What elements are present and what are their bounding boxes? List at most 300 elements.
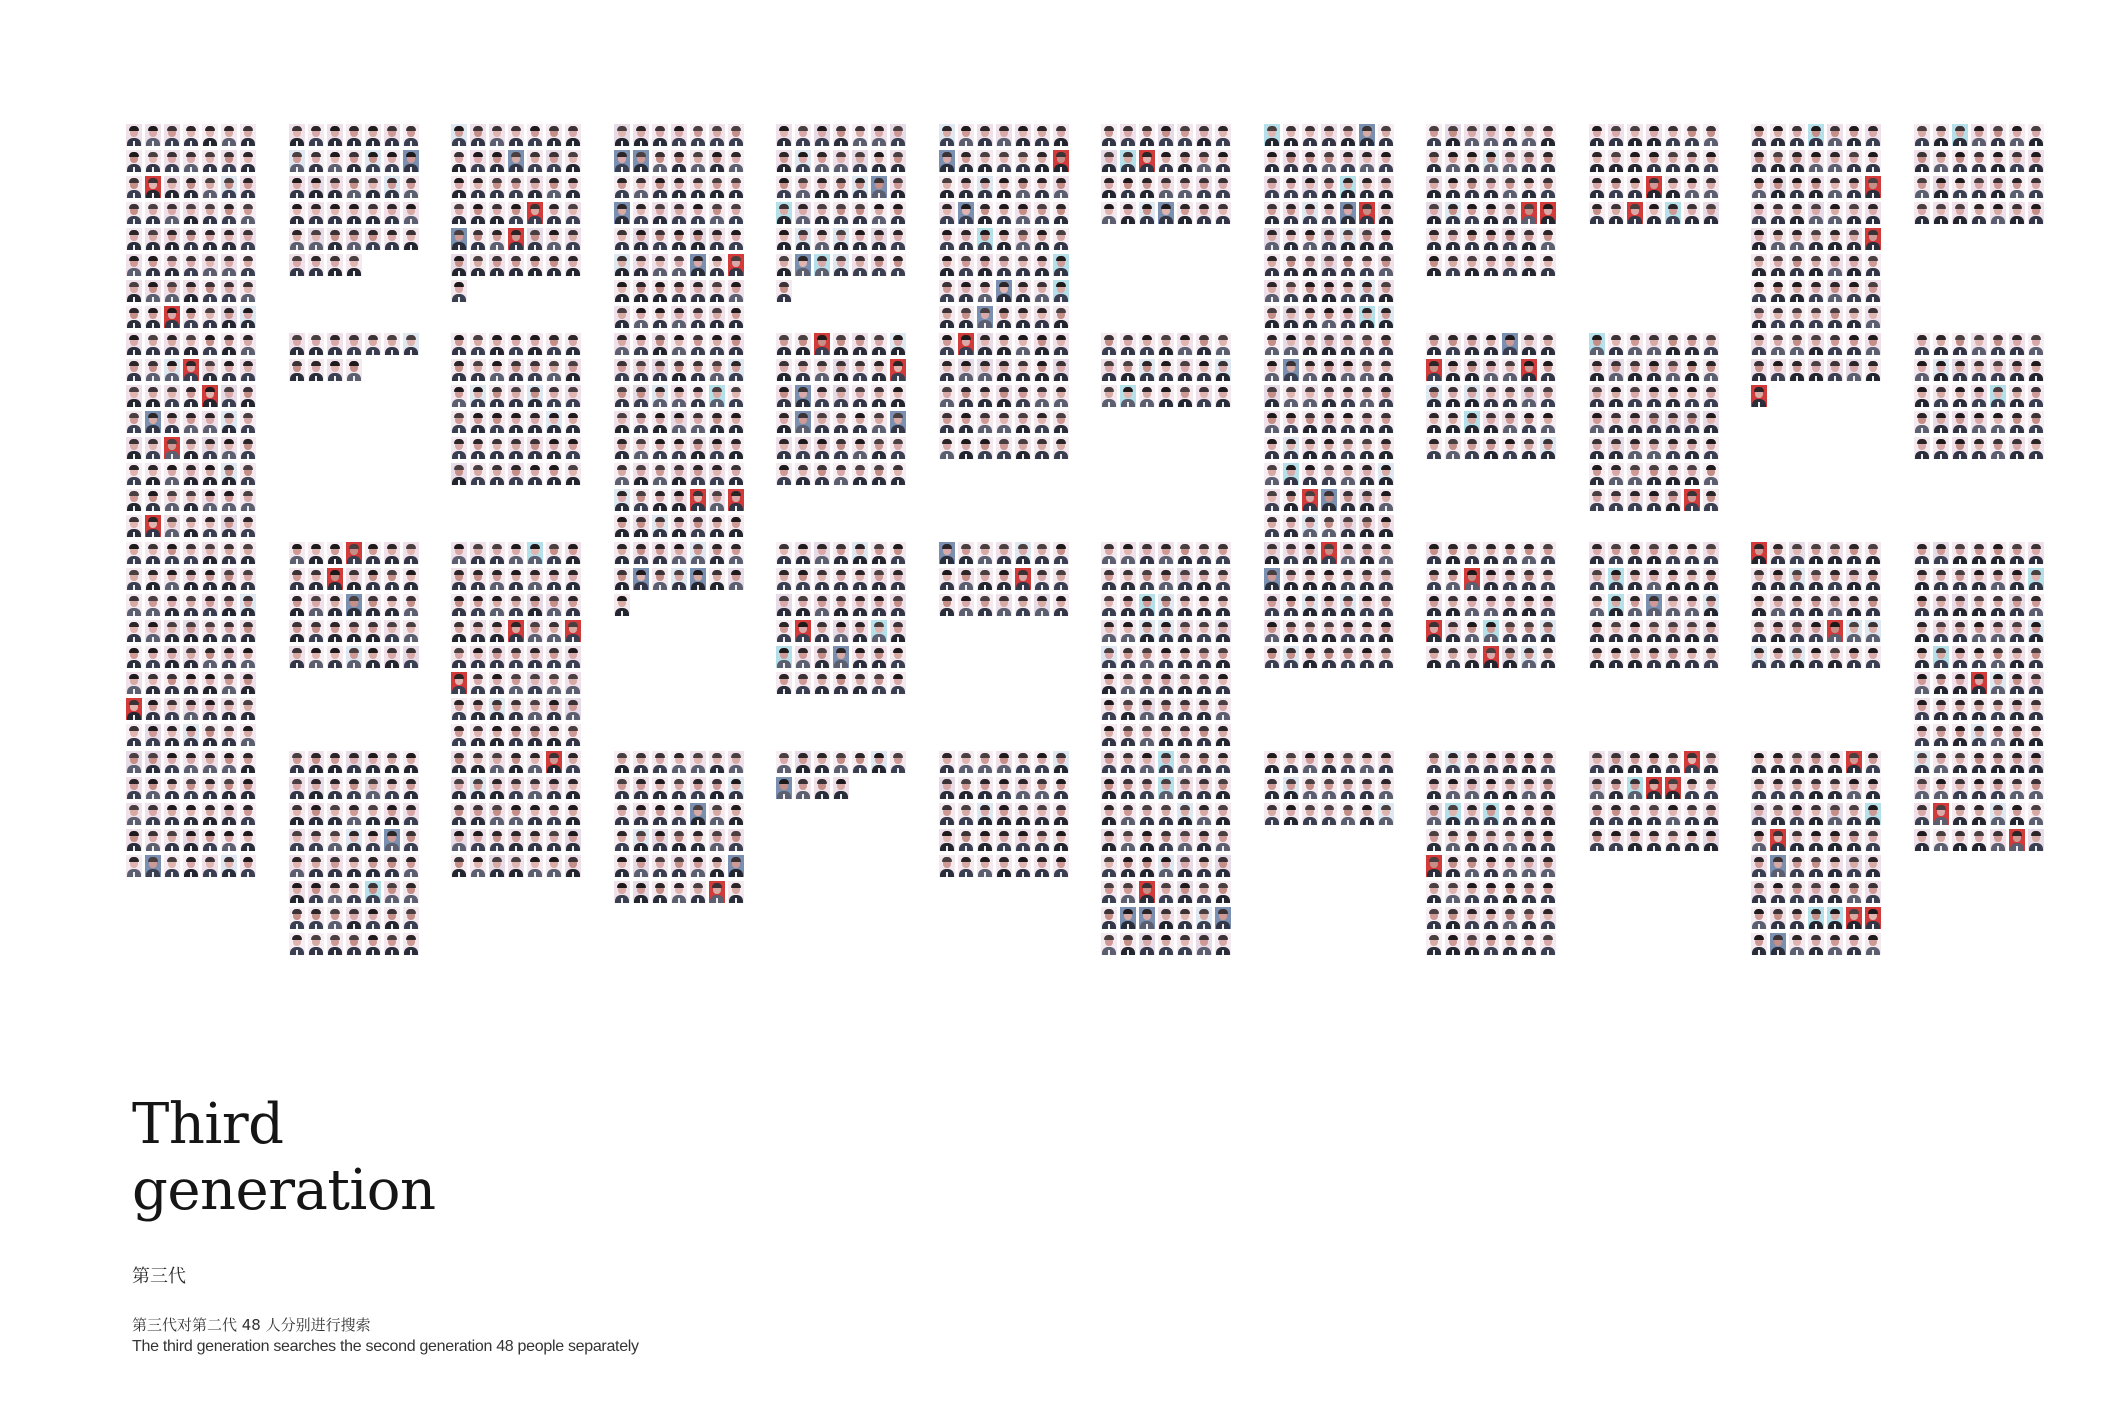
portrait-thumbnail xyxy=(2009,777,2025,799)
portrait-thumbnail xyxy=(1302,568,1318,590)
portrait-thumbnail xyxy=(890,620,906,642)
portrait-thumbnail xyxy=(1283,568,1299,590)
portrait-thumbnail xyxy=(1034,829,1050,851)
portrait-thumbnail xyxy=(183,594,199,616)
portrait-thumbnail xyxy=(202,751,218,773)
portrait-thumbnail xyxy=(1865,881,1881,903)
portrait-thumbnail xyxy=(939,751,955,773)
portrait-thumbnail xyxy=(2028,411,2044,433)
portrait-thumbnail xyxy=(1120,568,1136,590)
portrait-thumbnail xyxy=(1846,202,1862,224)
portrait-thumbnail xyxy=(240,202,256,224)
portrait-thumbnail xyxy=(814,228,830,250)
portrait-thumbnail xyxy=(308,228,324,250)
portrait-thumbnail xyxy=(126,124,142,146)
portrait-thumbnail xyxy=(145,176,161,198)
portrait-thumbnail xyxy=(240,751,256,773)
portrait-thumbnail xyxy=(939,855,955,877)
portrait-thumbnail xyxy=(565,672,581,694)
portrait-thumbnail xyxy=(1464,881,1480,903)
portrait-thumbnail xyxy=(1158,907,1174,929)
portrait-thumbnail xyxy=(1034,594,1050,616)
portrait-thumbnail xyxy=(1789,333,1805,355)
portrait-thumbnail xyxy=(1971,698,1987,720)
portrait-thumbnail xyxy=(1789,803,1805,825)
portrait-thumbnail xyxy=(183,489,199,511)
portrait-thumbnail xyxy=(240,829,256,851)
portrait-thumbnail xyxy=(890,594,906,616)
portrait-thumbnail xyxy=(1827,280,1843,302)
portrait-thumbnail xyxy=(1101,829,1117,851)
portrait-thumbnail xyxy=(1139,542,1155,564)
portrait-thumbnail xyxy=(365,124,381,146)
portrait-thumbnail xyxy=(1914,698,1930,720)
portrait-thumbnail xyxy=(308,254,324,276)
portrait-thumbnail xyxy=(1865,646,1881,668)
portrait-thumbnail xyxy=(527,333,543,355)
face-group-7 xyxy=(1101,124,1235,228)
portrait-thumbnail xyxy=(814,359,830,381)
portrait-thumbnail xyxy=(1608,542,1624,564)
portrait-thumbnail xyxy=(1215,176,1231,198)
title-line-1: Third xyxy=(132,1092,284,1157)
portrait-thumbnail xyxy=(1665,751,1681,773)
portrait-thumbnail xyxy=(1426,568,1442,590)
portrait-thumbnail xyxy=(240,124,256,146)
portrait-thumbnail xyxy=(2009,359,2025,381)
portrait-thumbnail xyxy=(1101,359,1117,381)
portrait-thumbnail xyxy=(1684,359,1700,381)
portrait-thumbnail xyxy=(451,698,467,720)
portrait-thumbnail xyxy=(1770,333,1786,355)
portrait-thumbnail xyxy=(221,228,237,250)
portrait-thumbnail xyxy=(1846,646,1862,668)
portrait-thumbnail xyxy=(1665,594,1681,616)
portrait-thumbnail xyxy=(709,881,725,903)
portrait-thumbnail xyxy=(1684,568,1700,590)
portrait-thumbnail xyxy=(1015,359,1031,381)
portrait-thumbnail xyxy=(164,620,180,642)
portrait-thumbnail xyxy=(346,542,362,564)
portrait-thumbnail xyxy=(1540,150,1556,172)
portrait-thumbnail xyxy=(202,280,218,302)
portrait-thumbnail xyxy=(1196,202,1212,224)
portrait-thumbnail xyxy=(1589,359,1605,381)
portrait-thumbnail xyxy=(1808,777,1824,799)
portrait-thumbnail xyxy=(1521,881,1537,903)
portrait-thumbnail xyxy=(1053,359,1069,381)
portrait-thumbnail xyxy=(1378,646,1394,668)
portrait-thumbnail xyxy=(671,568,687,590)
portrait-thumbnail xyxy=(1914,359,1930,381)
portrait-thumbnail xyxy=(308,620,324,642)
portrait-thumbnail xyxy=(240,385,256,407)
portrait-thumbnail xyxy=(1751,594,1767,616)
portrait-thumbnail xyxy=(565,646,581,668)
portrait-thumbnail xyxy=(709,176,725,198)
portrait-thumbnail xyxy=(1445,202,1461,224)
portrait-thumbnail xyxy=(614,280,630,302)
portrait-thumbnail xyxy=(1502,777,1518,799)
portrait-thumbnail xyxy=(1846,568,1862,590)
portrait-thumbnail xyxy=(546,411,562,433)
portrait-thumbnail xyxy=(1808,907,1824,929)
face-group-36 xyxy=(1914,542,2048,750)
portrait-thumbnail xyxy=(728,202,744,224)
portrait-thumbnail xyxy=(890,542,906,564)
portrait-thumbnail xyxy=(1445,881,1461,903)
portrait-thumbnail xyxy=(1101,594,1117,616)
portrait-thumbnail xyxy=(728,542,744,564)
portrait-thumbnail xyxy=(2028,437,2044,459)
portrait-thumbnail xyxy=(1426,150,1442,172)
portrait-thumbnail xyxy=(164,777,180,799)
portrait-thumbnail xyxy=(795,254,811,276)
portrait-thumbnail xyxy=(1914,777,1930,799)
face-group-12 xyxy=(1914,124,2048,228)
portrait-thumbnail xyxy=(403,829,419,851)
portrait-thumbnail xyxy=(2028,620,2044,642)
portrait-thumbnail xyxy=(939,228,955,250)
portrait-thumbnail xyxy=(939,594,955,616)
portrait-thumbnail xyxy=(1483,150,1499,172)
portrait-thumbnail xyxy=(403,803,419,825)
portrait-thumbnail xyxy=(451,202,467,224)
portrait-thumbnail xyxy=(1684,829,1700,851)
portrait-thumbnail xyxy=(183,672,199,694)
portrait-thumbnail xyxy=(289,620,305,642)
portrait-thumbnail xyxy=(1608,333,1624,355)
portrait-thumbnail xyxy=(1952,333,1968,355)
portrait-thumbnail xyxy=(1215,698,1231,720)
portrait-thumbnail xyxy=(2009,150,2025,172)
portrait-thumbnail xyxy=(1971,672,1987,694)
portrait-thumbnail xyxy=(546,672,562,694)
portrait-thumbnail xyxy=(327,202,343,224)
portrait-thumbnail xyxy=(1751,359,1767,381)
portrait-thumbnail xyxy=(890,463,906,485)
portrait-thumbnail xyxy=(1340,254,1356,276)
portrait-thumbnail xyxy=(1139,124,1155,146)
portrait-thumbnail xyxy=(508,463,524,485)
portrait-thumbnail xyxy=(1971,542,1987,564)
portrait-thumbnail xyxy=(1521,176,1537,198)
portrait-thumbnail xyxy=(2009,124,2025,146)
portrait-thumbnail xyxy=(633,150,649,172)
portrait-thumbnail xyxy=(2028,385,2044,407)
portrait-thumbnail xyxy=(1158,568,1174,590)
portrait-thumbnail xyxy=(1933,672,1949,694)
portrait-thumbnail xyxy=(852,463,868,485)
face-group-1 xyxy=(126,124,260,332)
portrait-thumbnail xyxy=(508,437,524,459)
portrait-thumbnail xyxy=(1483,437,1499,459)
portrait-thumbnail xyxy=(833,202,849,224)
portrait-thumbnail xyxy=(527,672,543,694)
portrait-thumbnail xyxy=(1952,150,1968,172)
portrait-thumbnail xyxy=(1846,620,1862,642)
portrait-thumbnail xyxy=(2028,568,2044,590)
portrait-thumbnail xyxy=(1846,751,1862,773)
portrait-thumbnail xyxy=(508,254,524,276)
portrait-thumbnail xyxy=(1053,542,1069,564)
portrait-thumbnail xyxy=(289,777,305,799)
portrait-thumbnail xyxy=(2009,333,2025,355)
portrait-thumbnail xyxy=(728,150,744,172)
portrait-thumbnail xyxy=(508,620,524,642)
portrait-thumbnail xyxy=(996,542,1012,564)
portrait-thumbnail xyxy=(1053,385,1069,407)
portrait-thumbnail xyxy=(1215,803,1231,825)
portrait-thumbnail xyxy=(164,515,180,537)
portrait-thumbnail xyxy=(1789,124,1805,146)
portrait-thumbnail xyxy=(1808,359,1824,381)
portrait-thumbnail xyxy=(546,646,562,668)
portrait-thumbnail xyxy=(977,254,993,276)
portrait-thumbnail xyxy=(1521,568,1537,590)
portrait-thumbnail xyxy=(546,568,562,590)
portrait-thumbnail xyxy=(690,829,706,851)
portrait-thumbnail xyxy=(1321,463,1337,485)
portrait-thumbnail xyxy=(996,254,1012,276)
portrait-thumbnail xyxy=(289,855,305,877)
portrait-thumbnail xyxy=(346,228,362,250)
portrait-thumbnail xyxy=(852,359,868,381)
portrait-thumbnail xyxy=(1589,124,1605,146)
portrait-thumbnail xyxy=(652,777,668,799)
portrait-thumbnail xyxy=(508,124,524,146)
portrait-thumbnail xyxy=(814,542,830,564)
portrait-thumbnail xyxy=(565,124,581,146)
portrait-thumbnail xyxy=(1340,228,1356,250)
portrait-thumbnail xyxy=(833,176,849,198)
subtitle-chinese: 第三代 xyxy=(132,1266,186,1287)
portrait-thumbnail xyxy=(508,751,524,773)
portrait-thumbnail xyxy=(1015,202,1031,224)
portrait-thumbnail xyxy=(614,463,630,485)
portrait-thumbnail xyxy=(470,254,486,276)
portrait-thumbnail xyxy=(145,385,161,407)
portrait-thumbnail xyxy=(546,333,562,355)
portrait-thumbnail xyxy=(1971,620,1987,642)
portrait-thumbnail xyxy=(202,777,218,799)
portrait-thumbnail xyxy=(2009,803,2025,825)
portrait-thumbnail xyxy=(1808,150,1824,172)
portrait-thumbnail xyxy=(202,672,218,694)
portrait-thumbnail xyxy=(1589,385,1605,407)
portrait-thumbnail xyxy=(384,594,400,616)
portrait-thumbnail xyxy=(1521,933,1537,955)
portrait-thumbnail xyxy=(1646,437,1662,459)
portrait-thumbnail xyxy=(1608,777,1624,799)
portrait-thumbnail xyxy=(1321,515,1337,537)
portrait-thumbnail xyxy=(1589,568,1605,590)
portrait-thumbnail xyxy=(1321,620,1337,642)
portrait-thumbnail xyxy=(1359,568,1375,590)
portrait-thumbnail xyxy=(1627,751,1643,773)
portrait-thumbnail xyxy=(690,803,706,825)
portrait-thumbnail xyxy=(996,751,1012,773)
portrait-thumbnail xyxy=(183,855,199,877)
portrait-thumbnail xyxy=(652,202,668,224)
portrait-thumbnail xyxy=(1426,359,1442,381)
portrait-thumbnail xyxy=(308,202,324,224)
portrait-thumbnail xyxy=(852,333,868,355)
portrait-thumbnail xyxy=(1627,620,1643,642)
portrait-thumbnail xyxy=(1264,489,1280,511)
portrait-thumbnail xyxy=(1483,359,1499,381)
portrait-thumbnail xyxy=(833,594,849,616)
portrait-thumbnail xyxy=(852,124,868,146)
portrait-thumbnail xyxy=(1101,150,1117,172)
portrait-thumbnail xyxy=(546,359,562,381)
portrait-thumbnail xyxy=(145,150,161,172)
portrait-thumbnail xyxy=(1990,620,2006,642)
portrait-thumbnail xyxy=(833,777,849,799)
portrait-thumbnail xyxy=(183,306,199,328)
portrait-thumbnail xyxy=(728,881,744,903)
portrait-thumbnail xyxy=(614,855,630,877)
portrait-thumbnail xyxy=(633,803,649,825)
portrait-thumbnail xyxy=(145,463,161,485)
portrait-thumbnail xyxy=(1158,803,1174,825)
portrait-thumbnail xyxy=(451,176,467,198)
portrait-thumbnail xyxy=(1627,150,1643,172)
face-group-27 xyxy=(451,542,585,750)
portrait-thumbnail xyxy=(1445,542,1461,564)
portrait-thumbnail xyxy=(671,463,687,485)
portrait-thumbnail xyxy=(795,463,811,485)
portrait-thumbnail xyxy=(1359,411,1375,433)
portrait-thumbnail xyxy=(1703,594,1719,616)
portrait-thumbnail xyxy=(221,829,237,851)
portrait-thumbnail xyxy=(1340,777,1356,799)
portrait-thumbnail xyxy=(633,202,649,224)
portrait-thumbnail xyxy=(327,176,343,198)
portrait-thumbnail xyxy=(709,855,725,877)
portrait-thumbnail xyxy=(814,333,830,355)
portrait-thumbnail xyxy=(690,254,706,276)
portrait-thumbnail xyxy=(1359,150,1375,172)
portrait-thumbnail xyxy=(1865,620,1881,642)
portrait-thumbnail xyxy=(1502,385,1518,407)
portrait-thumbnail xyxy=(690,463,706,485)
portrait-thumbnail xyxy=(1990,829,2006,851)
portrait-thumbnail xyxy=(1283,411,1299,433)
face-group-17 xyxy=(776,333,910,489)
portrait-thumbnail xyxy=(240,855,256,877)
portrait-thumbnail xyxy=(451,359,467,381)
portrait-thumbnail xyxy=(451,542,467,564)
portrait-thumbnail xyxy=(546,385,562,407)
portrait-thumbnail xyxy=(470,411,486,433)
portrait-thumbnail xyxy=(1053,150,1069,172)
portrait-thumbnail xyxy=(1139,646,1155,668)
portrait-thumbnail xyxy=(1751,150,1767,172)
portrait-thumbnail xyxy=(996,150,1012,172)
portrait-thumbnail xyxy=(1990,724,2006,746)
portrait-thumbnail xyxy=(1827,228,1843,250)
portrait-thumbnail xyxy=(202,855,218,877)
portrait-thumbnail xyxy=(1464,124,1480,146)
portrait-thumbnail xyxy=(508,333,524,355)
portrait-thumbnail xyxy=(346,829,362,851)
portrait-thumbnail xyxy=(1646,411,1662,433)
portrait-thumbnail xyxy=(1521,254,1537,276)
portrait-thumbnail xyxy=(1789,646,1805,668)
portrait-thumbnail xyxy=(308,124,324,146)
portrait-thumbnail xyxy=(1608,489,1624,511)
portrait-thumbnail xyxy=(1990,333,2006,355)
portrait-thumbnail xyxy=(346,933,362,955)
portrait-thumbnail xyxy=(327,254,343,276)
portrait-thumbnail xyxy=(890,672,906,694)
portrait-thumbnail xyxy=(403,594,419,616)
portrait-thumbnail xyxy=(1283,646,1299,668)
portrait-thumbnail xyxy=(1684,176,1700,198)
portrait-thumbnail xyxy=(1378,515,1394,537)
portrait-thumbnail xyxy=(1827,254,1843,276)
portrait-thumbnail xyxy=(1264,620,1280,642)
portrait-thumbnail xyxy=(145,280,161,302)
portrait-thumbnail xyxy=(709,280,725,302)
portrait-thumbnail xyxy=(1933,829,1949,851)
portrait-thumbnail xyxy=(489,855,505,877)
portrait-thumbnail xyxy=(1378,359,1394,381)
portrait-thumbnail xyxy=(795,777,811,799)
portrait-thumbnail xyxy=(1684,751,1700,773)
portrait-thumbnail xyxy=(671,228,687,250)
portrait-thumbnail xyxy=(1426,411,1442,433)
portrait-thumbnail xyxy=(1139,777,1155,799)
face-group-43 xyxy=(1101,751,1235,959)
portrait-thumbnail xyxy=(1378,280,1394,302)
portrait-thumbnail xyxy=(1177,724,1193,746)
portrait-thumbnail xyxy=(1846,176,1862,198)
portrait-thumbnail xyxy=(1264,803,1280,825)
portrait-thumbnail xyxy=(1264,568,1280,590)
portrait-thumbnail xyxy=(1789,228,1805,250)
portrait-thumbnail xyxy=(327,829,343,851)
portrait-thumbnail xyxy=(1865,829,1881,851)
portrait-thumbnail xyxy=(1703,359,1719,381)
portrait-thumbnail xyxy=(1139,855,1155,877)
portrait-thumbnail xyxy=(1770,176,1786,198)
portrait-thumbnail xyxy=(327,907,343,929)
portrait-thumbnail xyxy=(1215,359,1231,381)
portrait-thumbnail xyxy=(346,359,362,381)
portrait-thumbnail xyxy=(384,542,400,564)
portrait-thumbnail xyxy=(1264,411,1280,433)
portrait-thumbnail xyxy=(1865,280,1881,302)
portrait-thumbnail xyxy=(1865,907,1881,929)
portrait-thumbnail xyxy=(1952,542,1968,564)
portrait-thumbnail xyxy=(1359,254,1375,276)
portrait-thumbnail xyxy=(164,855,180,877)
portrait-thumbnail xyxy=(728,803,744,825)
portrait-thumbnail xyxy=(1971,176,1987,198)
portrait-thumbnail xyxy=(1703,829,1719,851)
portrait-thumbnail xyxy=(996,202,1012,224)
portrait-thumbnail xyxy=(1158,359,1174,381)
portrait-thumbnail xyxy=(1627,437,1643,459)
portrait-thumbnail xyxy=(346,150,362,172)
portrait-thumbnail xyxy=(126,620,142,642)
portrait-thumbnail xyxy=(1158,724,1174,746)
portrait-thumbnail xyxy=(1808,306,1824,328)
portrait-thumbnail xyxy=(384,933,400,955)
portrait-thumbnail xyxy=(1627,124,1643,146)
